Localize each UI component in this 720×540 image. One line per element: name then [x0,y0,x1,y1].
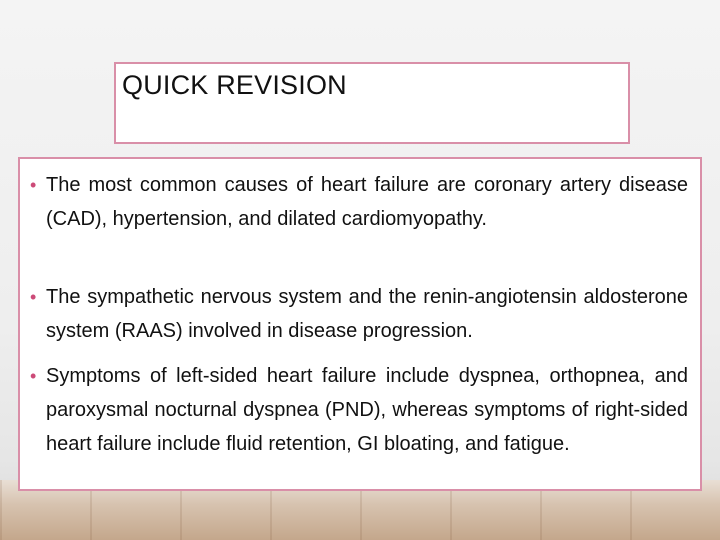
content-box [18,157,702,491]
bullet-item [30,359,688,461]
bullet-dot-icon: • [30,366,37,386]
bullet-text: The sympathetic nervous system and the renin-angiotensin aldosterone system (RAAS) involved in disease progression. [46,286,688,342]
slide-title: QUICK REVISION [122,70,347,100]
bullet-item [30,280,688,348]
bullet-dot-icon: • [30,175,37,195]
bullet-text: The most common causes of heart failure are coronary artery disease (CAD), hypertension, and dilated cardiomyopathy. [46,174,688,230]
title-box [114,62,630,144]
bullet-item [30,168,688,236]
bullet-dot-icon: • [30,287,37,307]
bullet-text: Symptoms of left-sided heart failure include dyspnea, orthopnea, and paroxysmal nocturnal dyspnea (PND), whereas symptoms of right-sided heart failure include fluid retention, GI bloating, and fatigue. [46,365,688,455]
